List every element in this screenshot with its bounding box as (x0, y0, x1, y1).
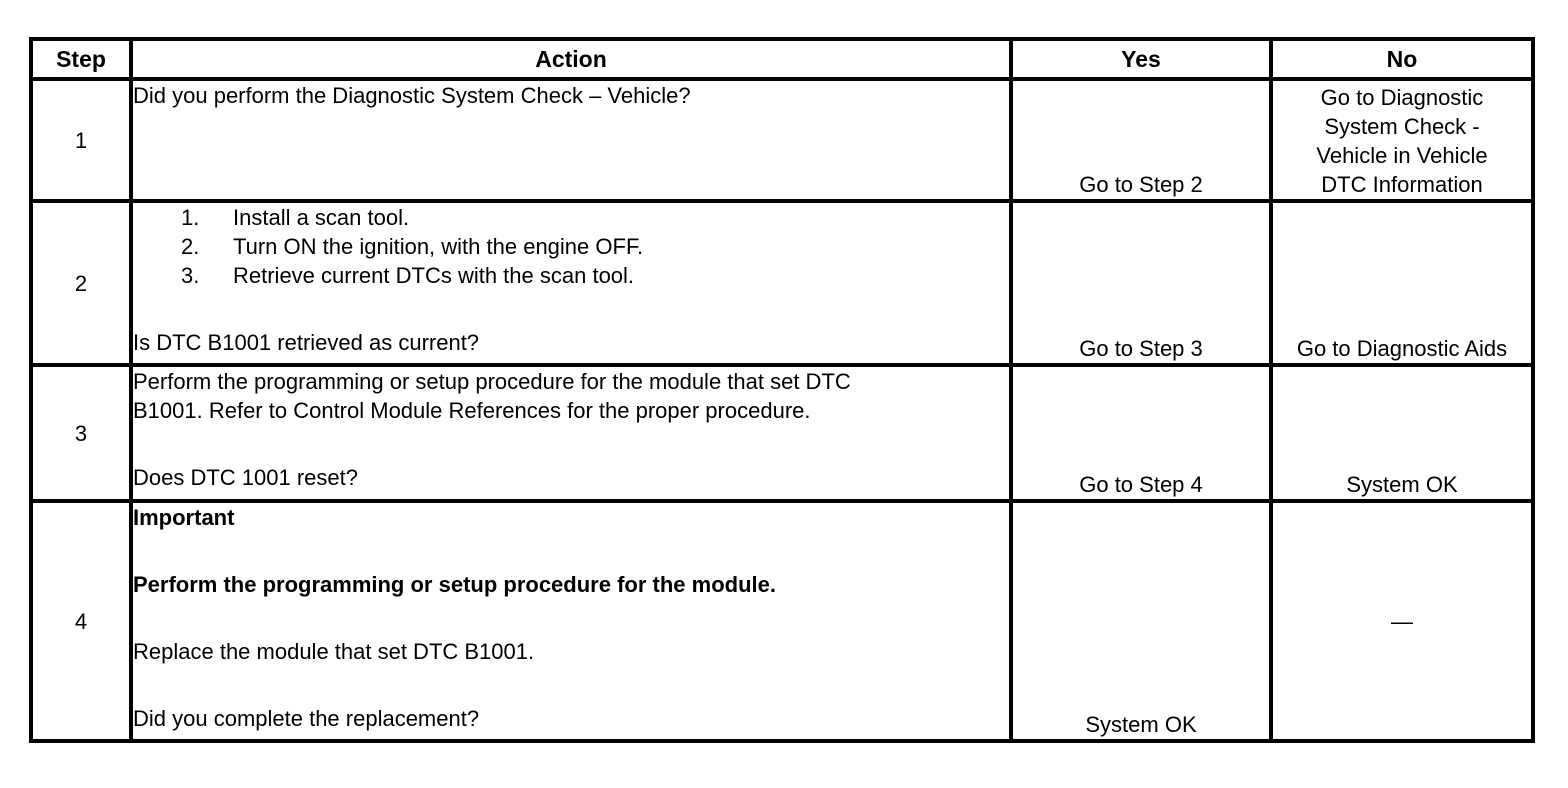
table-row (31, 365, 1533, 501)
action-question: Does DTC 1001 reset? (133, 465, 358, 490)
important-text: Perform the programming or setup procedure for the module. (133, 572, 776, 597)
header-yes: Yes (1011, 39, 1271, 79)
action-cell (131, 201, 1011, 365)
table-row (31, 501, 1533, 741)
diagnostic-table (29, 37, 1535, 743)
table-header-row (31, 39, 1533, 79)
list-item-text: Retrieve current DTCs with the scan tool. (233, 263, 635, 288)
list-item-text: Install a scan tool. (233, 205, 410, 230)
list-item (181, 261, 1009, 290)
no-result: — (1271, 501, 1533, 741)
step-number: 4 (31, 501, 131, 741)
action-step-list (133, 203, 1009, 290)
no-result-line: System Check - (1324, 114, 1480, 139)
action-text-line: B1001. Refer to Control Module References for the proper procedure. (133, 398, 811, 423)
list-item (181, 232, 1009, 261)
header-step: Step (31, 39, 131, 79)
important-heading: Important (133, 505, 235, 530)
no-result: System OK (1271, 365, 1533, 501)
step-number: 2 (31, 201, 131, 365)
action-cell (131, 79, 1011, 201)
yes-result: System OK (1011, 501, 1271, 741)
list-item-number: 1. (181, 205, 200, 230)
no-result-line: Vehicle in Vehicle (1316, 143, 1488, 168)
action-instruction: Replace the module that set DTC B1001. (133, 639, 535, 664)
action-question: Is DTC B1001 retrieved as current? (133, 330, 480, 355)
action-text-line: Perform the programming or setup procedure for the module that set DTC (133, 369, 851, 394)
action-question: Did you perform the Diagnostic System Check – Vehicle? (133, 83, 691, 108)
list-item-text: Turn ON the ignition, with the engine OFF. (233, 234, 644, 259)
action-cell (131, 501, 1011, 741)
no-result (1271, 79, 1533, 201)
table-row (31, 79, 1533, 201)
step-number: 3 (31, 365, 131, 501)
header-no: No (1271, 39, 1533, 79)
action-cell (131, 365, 1011, 501)
list-item-number: 2. (181, 234, 200, 259)
header-action: Action (131, 39, 1011, 79)
no-result-line: Go to Diagnostic (1320, 85, 1484, 110)
list-item-number: 3. (181, 263, 200, 288)
yes-result: Go to Step 4 (1011, 365, 1271, 501)
no-result: Go to Diagnostic Aids (1271, 201, 1533, 365)
no-result-line: DTC Information (1321, 172, 1483, 197)
yes-result: Go to Step 2 (1011, 79, 1271, 201)
list-item (181, 203, 1009, 232)
action-question: Did you complete the replacement? (133, 706, 480, 731)
yes-result: Go to Step 3 (1011, 201, 1271, 365)
table-row (31, 201, 1533, 365)
step-number: 1 (31, 79, 131, 201)
